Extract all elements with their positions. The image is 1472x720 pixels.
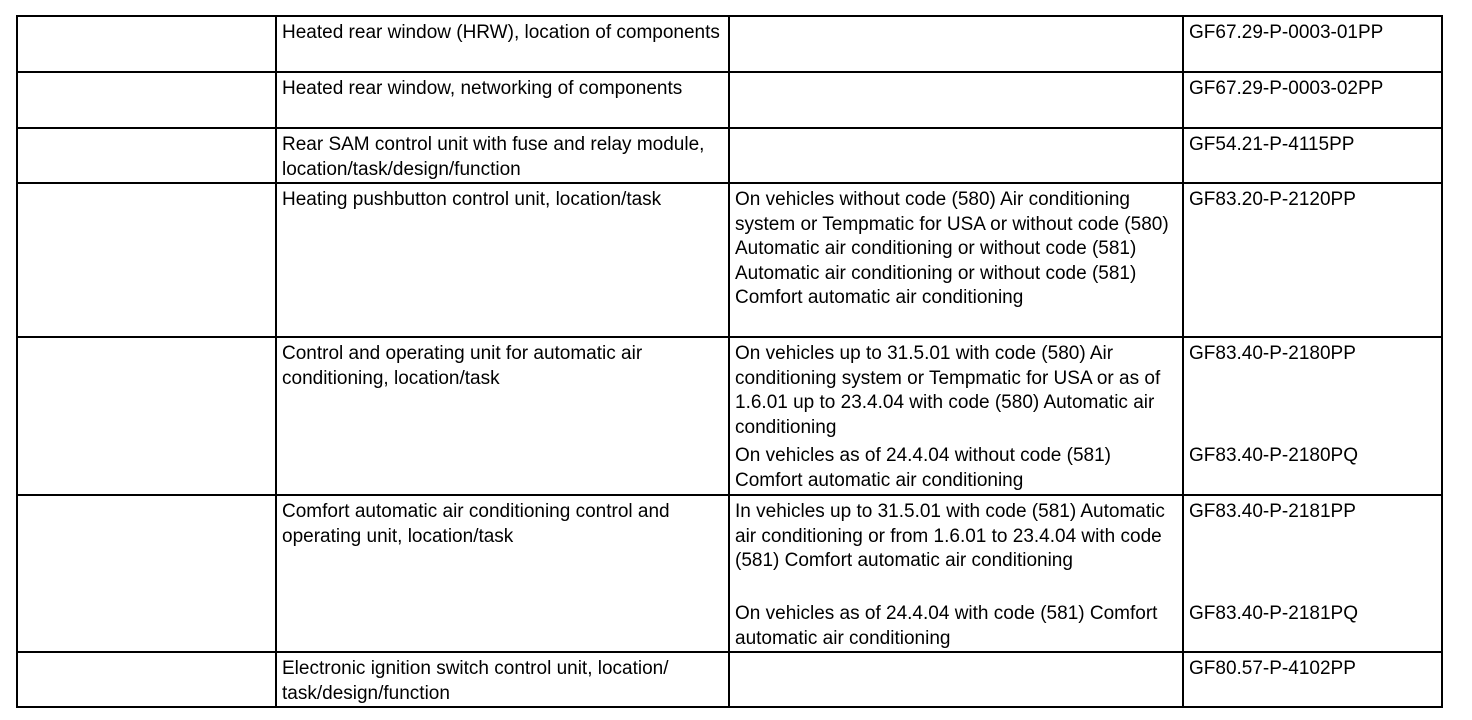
component-title: Heating pushbutton control unit, location/task bbox=[276, 183, 729, 337]
document-cell bbox=[1183, 652, 1442, 707]
table-row bbox=[17, 183, 1442, 337]
empty-cell bbox=[17, 652, 276, 707]
component-title: Electronic ignition switch control unit, location/ task/design/function bbox=[276, 652, 729, 707]
condition-text: On vehicles as of 24.4.04 without code (581) Comfort automatic air conditioning bbox=[735, 445, 1112, 491]
condition-cell bbox=[729, 16, 1183, 72]
condition-cell bbox=[729, 495, 1183, 652]
document-code-link[interactable]: GF83.40-P-2181PP bbox=[1189, 501, 1356, 522]
empty-cell bbox=[17, 128, 276, 183]
document-code-link[interactable]: GF54.21-P-4115PP bbox=[1189, 134, 1355, 155]
condition-cell bbox=[729, 72, 1183, 128]
document-code-link[interactable]: GF83.20-P-2120PP bbox=[1189, 189, 1356, 210]
condition-cell bbox=[729, 128, 1183, 183]
component-title: Comfort automatic air conditioning control and operating unit, location/task bbox=[276, 495, 729, 652]
document-code-link[interactable]: GF67.29-P-0003-02PP bbox=[1189, 78, 1384, 99]
condition-text: On vehicles as of 24.4.04 with code (581) Comfort automatic air conditioning bbox=[735, 603, 1158, 649]
document-code-link[interactable]: GF80.57-P-4102PP bbox=[1189, 658, 1356, 679]
condition-text: On vehicles without code (580) Air conditioning system or Tempmatic for USA or without code (580) Automatic air conditioning or without code (581) Automatic air conditioning or without code (581) Comfort automatic air conditioning bbox=[735, 189, 1169, 308]
condition-cell bbox=[729, 652, 1183, 707]
document-cell bbox=[1183, 72, 1442, 128]
empty-cell bbox=[17, 16, 276, 72]
document-table bbox=[16, 15, 1443, 708]
component-title: Rear SAM control unit with fuse and relay module, location/task/design/function bbox=[276, 128, 729, 183]
document-cell bbox=[1183, 128, 1442, 183]
document-code-link[interactable]: GF83.40-P-2181PQ bbox=[1189, 603, 1358, 624]
table-row bbox=[17, 128, 1442, 183]
document-cell bbox=[1183, 16, 1442, 72]
empty-cell bbox=[17, 337, 276, 495]
condition-text: In vehicles up to 31.5.01 with code (581) Automatic air conditioning or from 1.6.01 to 23.4.04 with code (581) Comfort automatic air conditioning bbox=[735, 501, 1165, 571]
component-title: Heated rear window (HRW), location of components bbox=[276, 16, 729, 72]
document-code-link[interactable]: GF67.29-P-0003-01PP bbox=[1189, 22, 1384, 43]
document-code-link[interactable]: GF83.40-P-2180PP bbox=[1189, 343, 1356, 364]
document-code-link[interactable]: GF83.40-P-2180PQ bbox=[1189, 445, 1358, 466]
document-cell bbox=[1183, 337, 1442, 495]
empty-cell bbox=[17, 183, 276, 337]
empty-cell bbox=[17, 495, 276, 652]
condition-cell bbox=[729, 183, 1183, 337]
table-row bbox=[17, 495, 1442, 652]
component-title: Heated rear window, networking of components bbox=[276, 72, 729, 128]
table-row bbox=[17, 652, 1442, 707]
condition-text: On vehicles up to 31.5.01 with code (580) Air conditioning system or Tempmatic for USA or as of 1.6.01 up to 23.4.04 with code (580) Automatic air conditioning bbox=[735, 343, 1161, 438]
table-row bbox=[17, 72, 1442, 128]
component-title: Control and operating unit for automatic air conditioning, location/task bbox=[276, 337, 729, 495]
table-row bbox=[17, 337, 1442, 495]
table-row bbox=[17, 16, 1442, 72]
document-cell bbox=[1183, 495, 1442, 652]
document-cell bbox=[1183, 183, 1442, 337]
condition-cell bbox=[729, 337, 1183, 495]
empty-cell bbox=[17, 72, 276, 128]
